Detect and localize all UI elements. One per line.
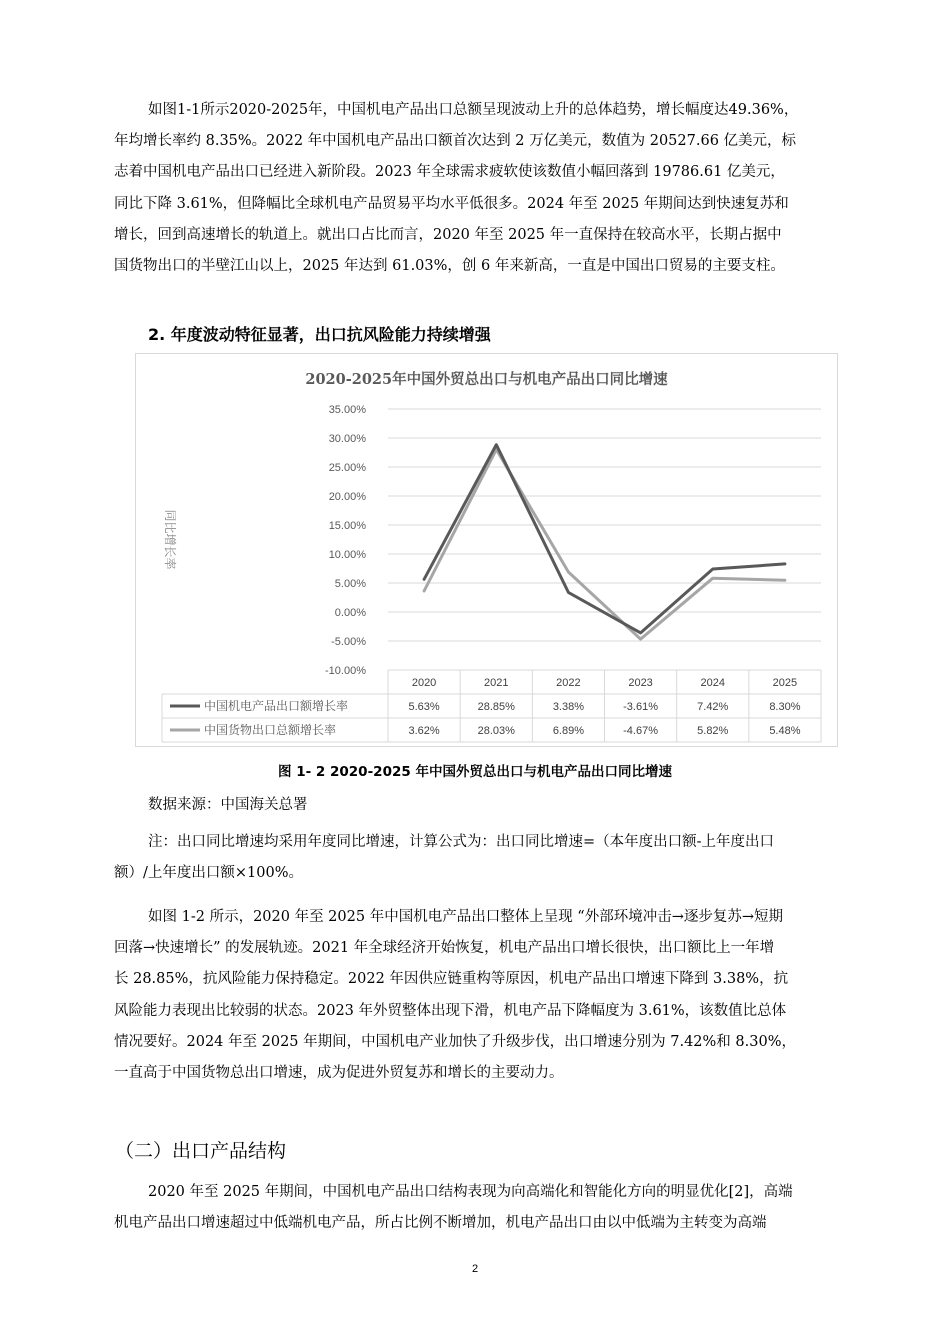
data-label: 5.82%: [697, 725, 729, 737]
chart-container: [135, 353, 838, 747]
y-tick-label: 15.00%: [328, 520, 366, 532]
y-tick-label: -10.00%: [325, 665, 366, 677]
data-label: -4.67%: [623, 725, 659, 737]
text-line: 风险能力表现出比较弱的状态。2023 年外贸整体出现下滑，机电产品下降幅度为 3.61%，该数值比总体: [114, 1002, 787, 1019]
text-line: 如图1-1所示2020-2025年，中国机电产品出口总额呈现波动上升的总体趋势，增长幅度达49.36%，: [148, 102, 799, 118]
y-tick-label: 35.00%: [328, 404, 366, 416]
text-line: 注：出口同比增速均采用年度同比增速，计算公式为：出口同比增速=（本年度出口额-上年度出口: [148, 834, 775, 850]
text-line: 情况要好。2024 年至 2025 年期间，中国机电产业加快了升级步伐，出口增速分别为 7.42%和 8.30%，: [114, 1033, 796, 1050]
data-label: 5.63%: [408, 701, 440, 713]
text-line: 回落→快速增长” 的发展轨迹。2021 年全球经济开始恢复，机电产品出口增长很快，出口额比上一年增: [114, 940, 775, 957]
paragraph-note: [114, 827, 860, 889]
data-label: 3.62%: [408, 725, 440, 737]
paragraph-structure: [114, 1177, 860, 1239]
paragraph-analysis: [114, 902, 860, 1089]
x-category-label: 2024: [700, 677, 725, 689]
section-subheading: 2. 年度波动特征显著，出口抗风险能力持续增强: [148, 325, 491, 344]
section-heading: （二）出口产品结构: [115, 1140, 287, 1162]
paragraph-intro: [114, 95, 860, 282]
y-tick-label: 5.00%: [334, 578, 366, 590]
y-tick-label: -5.00%: [331, 636, 366, 648]
x-category-label: 2020: [411, 677, 437, 689]
line-chart: [136, 354, 837, 746]
data-label: 7.42%: [697, 701, 729, 713]
page-number: 2: [471, 1263, 479, 1275]
text-line: 2020 年至 2025 年期间，中国机电产品出口结构表现为向高端化和智能化方向的明显优化[2]，高端: [148, 1184, 793, 1200]
data-label: 3.38%: [552, 701, 585, 713]
text-line: 如图 1-2 所示，2020 年至 2025 年中国机电产品出口整体上呈现 “外部环境冲击→逐步复苏→短期: [148, 909, 784, 925]
x-category-label: 2023: [628, 677, 653, 689]
legend-label: 中国货物出口总额增长率: [204, 723, 337, 737]
figure-caption: 图 1- 2 2020-2025 年中国外贸总出口与机电产品出口同比增速: [278, 764, 672, 780]
legend-label: 中国机电产品出口额增长率: [204, 699, 349, 713]
y-tick-label: 0.00%: [334, 607, 366, 619]
y-tick-label: 20.00%: [328, 491, 366, 503]
x-category-label: 2022: [556, 677, 581, 689]
chart-title: 2020-2025年中国外贸总出口与机电产品出口同比增速: [305, 371, 668, 388]
y-axis-label: 同比增长率: [163, 509, 177, 570]
data-source: 数据来源：中国海关总署: [148, 797, 308, 813]
data-label: 28.03%: [477, 725, 515, 737]
x-category-label: 2021: [484, 677, 509, 689]
text-line: 同比下降 3.61%，但降幅比全球机电产品贸易平均水平低很多。2024 年至 2025 年期间达到快速复苏和: [114, 195, 789, 212]
data-label: 28.85%: [477, 701, 515, 713]
x-category-label: 2025: [772, 677, 798, 689]
text-line: 机电产品出口增速超过中低端机电产品，所占比例不断增加，机电产品出口由以中低端为主转变为高端: [114, 1215, 767, 1232]
data-label: 5.48%: [769, 725, 801, 737]
text-line: 志着中国机电产品出口已经进入新阶段。2023 年全球需求疲软使该数值小幅回落到 19786.61 亿美元，: [114, 164, 785, 181]
data-label: -3.61%: [623, 701, 659, 713]
y-tick-label: 25.00%: [328, 462, 366, 474]
text-line: 国货物出口的半壁江山以上，2025 年达到 61.03%，创 6 年来新高，一直是中国出口贸易的主要支柱。: [114, 258, 785, 275]
data-label: 8.30%: [769, 701, 801, 713]
text-line: 年均增长率约 8.35%。2022 年中国机电产品出口额首次达到 2 万亿美元，数值为 20527.66 亿美元，标: [114, 133, 797, 150]
text-line: 长 28.85%，抗风险能力保持稳定。2022 年因供应链重构等原因，机电产品出口增速下降到 3.38%，抗: [114, 971, 789, 988]
text-line: 增长，回到高速增长的轨道上。就出口占比而言，2020 年至 2025 年一直保持在较高水平，长期占据中: [114, 226, 782, 243]
text-line: 一直高于中国货物总出口增速，成为促进外贸复苏和增长的主要动力。: [114, 1065, 564, 1082]
data-label: 6.89%: [552, 725, 585, 737]
y-tick-label: 30.00%: [328, 433, 366, 445]
text-line: 额）/上年度出口额×100%。: [114, 865, 303, 882]
y-tick-label: 10.00%: [328, 549, 366, 561]
